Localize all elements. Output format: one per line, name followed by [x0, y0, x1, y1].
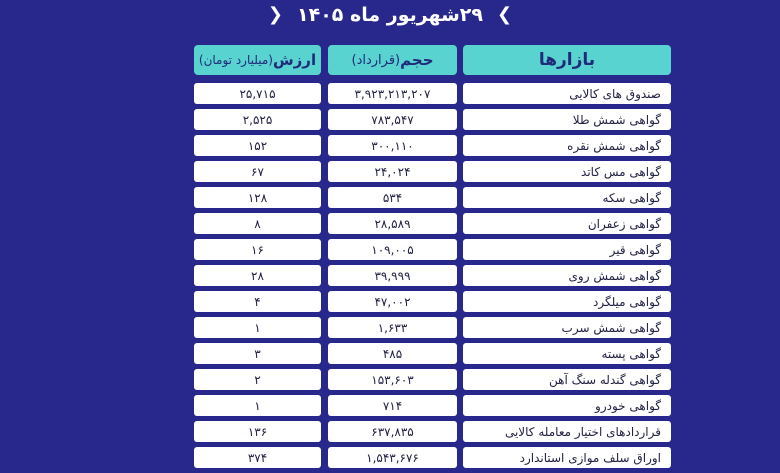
table-row — [0, 369, 780, 395]
table-row — [0, 135, 780, 161]
market-name-cell: صندوق های کالایی — [463, 83, 671, 104]
table-row — [0, 343, 780, 369]
volume-cell: ۳۹,۹۹۹ — [328, 265, 457, 286]
volume-cell: ۷۱۴ — [328, 395, 457, 416]
volume-cell: ۳,۹۲۳,۲۱۳,۲۰۷ — [328, 83, 457, 104]
header-markets-label: بازارها — [538, 50, 596, 70]
table-row — [0, 291, 780, 317]
volume-cell: ۲۸,۵۸۹ — [328, 213, 457, 234]
volume-cell: ۴۷,۰۰۲ — [328, 291, 457, 312]
header-volume-label: حجم — [400, 51, 434, 69]
value-cell: ۱۵۲ — [194, 135, 321, 156]
table-row — [0, 161, 780, 187]
page-title: ۲۹شهریور ماه ۱۴۰۵ — [297, 4, 483, 26]
volume-cell: ۱,۶۳۳ — [328, 317, 457, 338]
volume-cell: ۷۸۳,۵۴۷ — [328, 109, 457, 130]
value-cell: ۲,۵۲۵ — [194, 109, 321, 130]
header-markets — [463, 45, 671, 75]
header-value — [194, 45, 321, 75]
table-row — [0, 83, 780, 109]
table-row — [0, 447, 780, 473]
market-name-cell: گواهی شمش نقره — [463, 135, 671, 156]
volume-cell: ۳۰۰,۱۱۰ — [328, 135, 457, 156]
market-table — [0, 83, 780, 473]
volume-cell: ۲۴,۰۲۴ — [328, 161, 457, 182]
table-row — [0, 421, 780, 447]
value-cell: ۲۸ — [194, 265, 321, 286]
header-value-label: ارزش — [272, 51, 317, 69]
volume-cell: ۵۳۴ — [328, 187, 457, 208]
table-row — [0, 187, 780, 213]
market-name-cell: اوراق سلف موازی استاندارد — [463, 447, 671, 468]
header-volume-note: (قرارداد) — [351, 52, 401, 68]
chevron-right-icon: ❯ — [267, 4, 284, 25]
volume-cell: ۱۰۹,۰۰۵ — [328, 239, 457, 260]
table-row — [0, 213, 780, 239]
market-name-cell: گواهی زعفران — [463, 213, 671, 234]
market-name-cell: گواهی سکه — [463, 187, 671, 208]
table-row — [0, 265, 780, 291]
market-name-cell: گواهی شمش روی — [463, 265, 671, 286]
table-row — [0, 109, 780, 135]
volume-cell: ۱۵۳,۶۰۳ — [328, 369, 457, 390]
value-cell: ۱۶ — [194, 239, 321, 260]
market-name-cell: گواهی پسته — [463, 343, 671, 364]
value-cell: ۴ — [194, 291, 321, 312]
market-name-cell: گواهی مس کاتد — [463, 161, 671, 182]
market-name-cell: گواهی شمش طلا — [463, 109, 671, 130]
value-cell: ۱ — [194, 395, 321, 416]
table-row — [0, 395, 780, 421]
value-cell: ۱ — [194, 317, 321, 338]
value-cell: ۲ — [194, 369, 321, 390]
header-value-note: (میلیارد تومان) — [198, 53, 273, 67]
market-name-cell: گواهی قیر — [463, 239, 671, 260]
value-cell: ۶۷ — [194, 161, 321, 182]
chevron-left-icon: ❮ — [496, 4, 513, 25]
header-volume — [328, 45, 457, 75]
volume-cell: ۴۸۵ — [328, 343, 457, 364]
value-cell: ۳ — [194, 343, 321, 364]
volume-cell: ۱,۵۴۳,۶۷۶ — [328, 447, 457, 468]
value-cell: ۱۲۸ — [194, 187, 321, 208]
table-row — [0, 239, 780, 265]
table-row — [0, 317, 780, 343]
market-name-cell: گواهی شمش سرب — [463, 317, 671, 338]
value-cell: ۸ — [194, 213, 321, 234]
market-name-cell: گواهی گندله سنگ آهن — [463, 369, 671, 390]
value-cell: ۳۷۴ — [194, 447, 321, 468]
title-bar — [0, 0, 780, 30]
market-name-cell: گواهی خودرو — [463, 395, 671, 416]
value-cell: ۱۳۶ — [194, 421, 321, 442]
market-name-cell: قراردادهای اختیار معامله کالایی — [463, 421, 671, 442]
market-name-cell: گواهی میلگرد — [463, 291, 671, 312]
value-cell: ۲۵,۷۱۵ — [194, 83, 321, 104]
volume-cell: ۶۳۷,۸۳۵ — [328, 421, 457, 442]
